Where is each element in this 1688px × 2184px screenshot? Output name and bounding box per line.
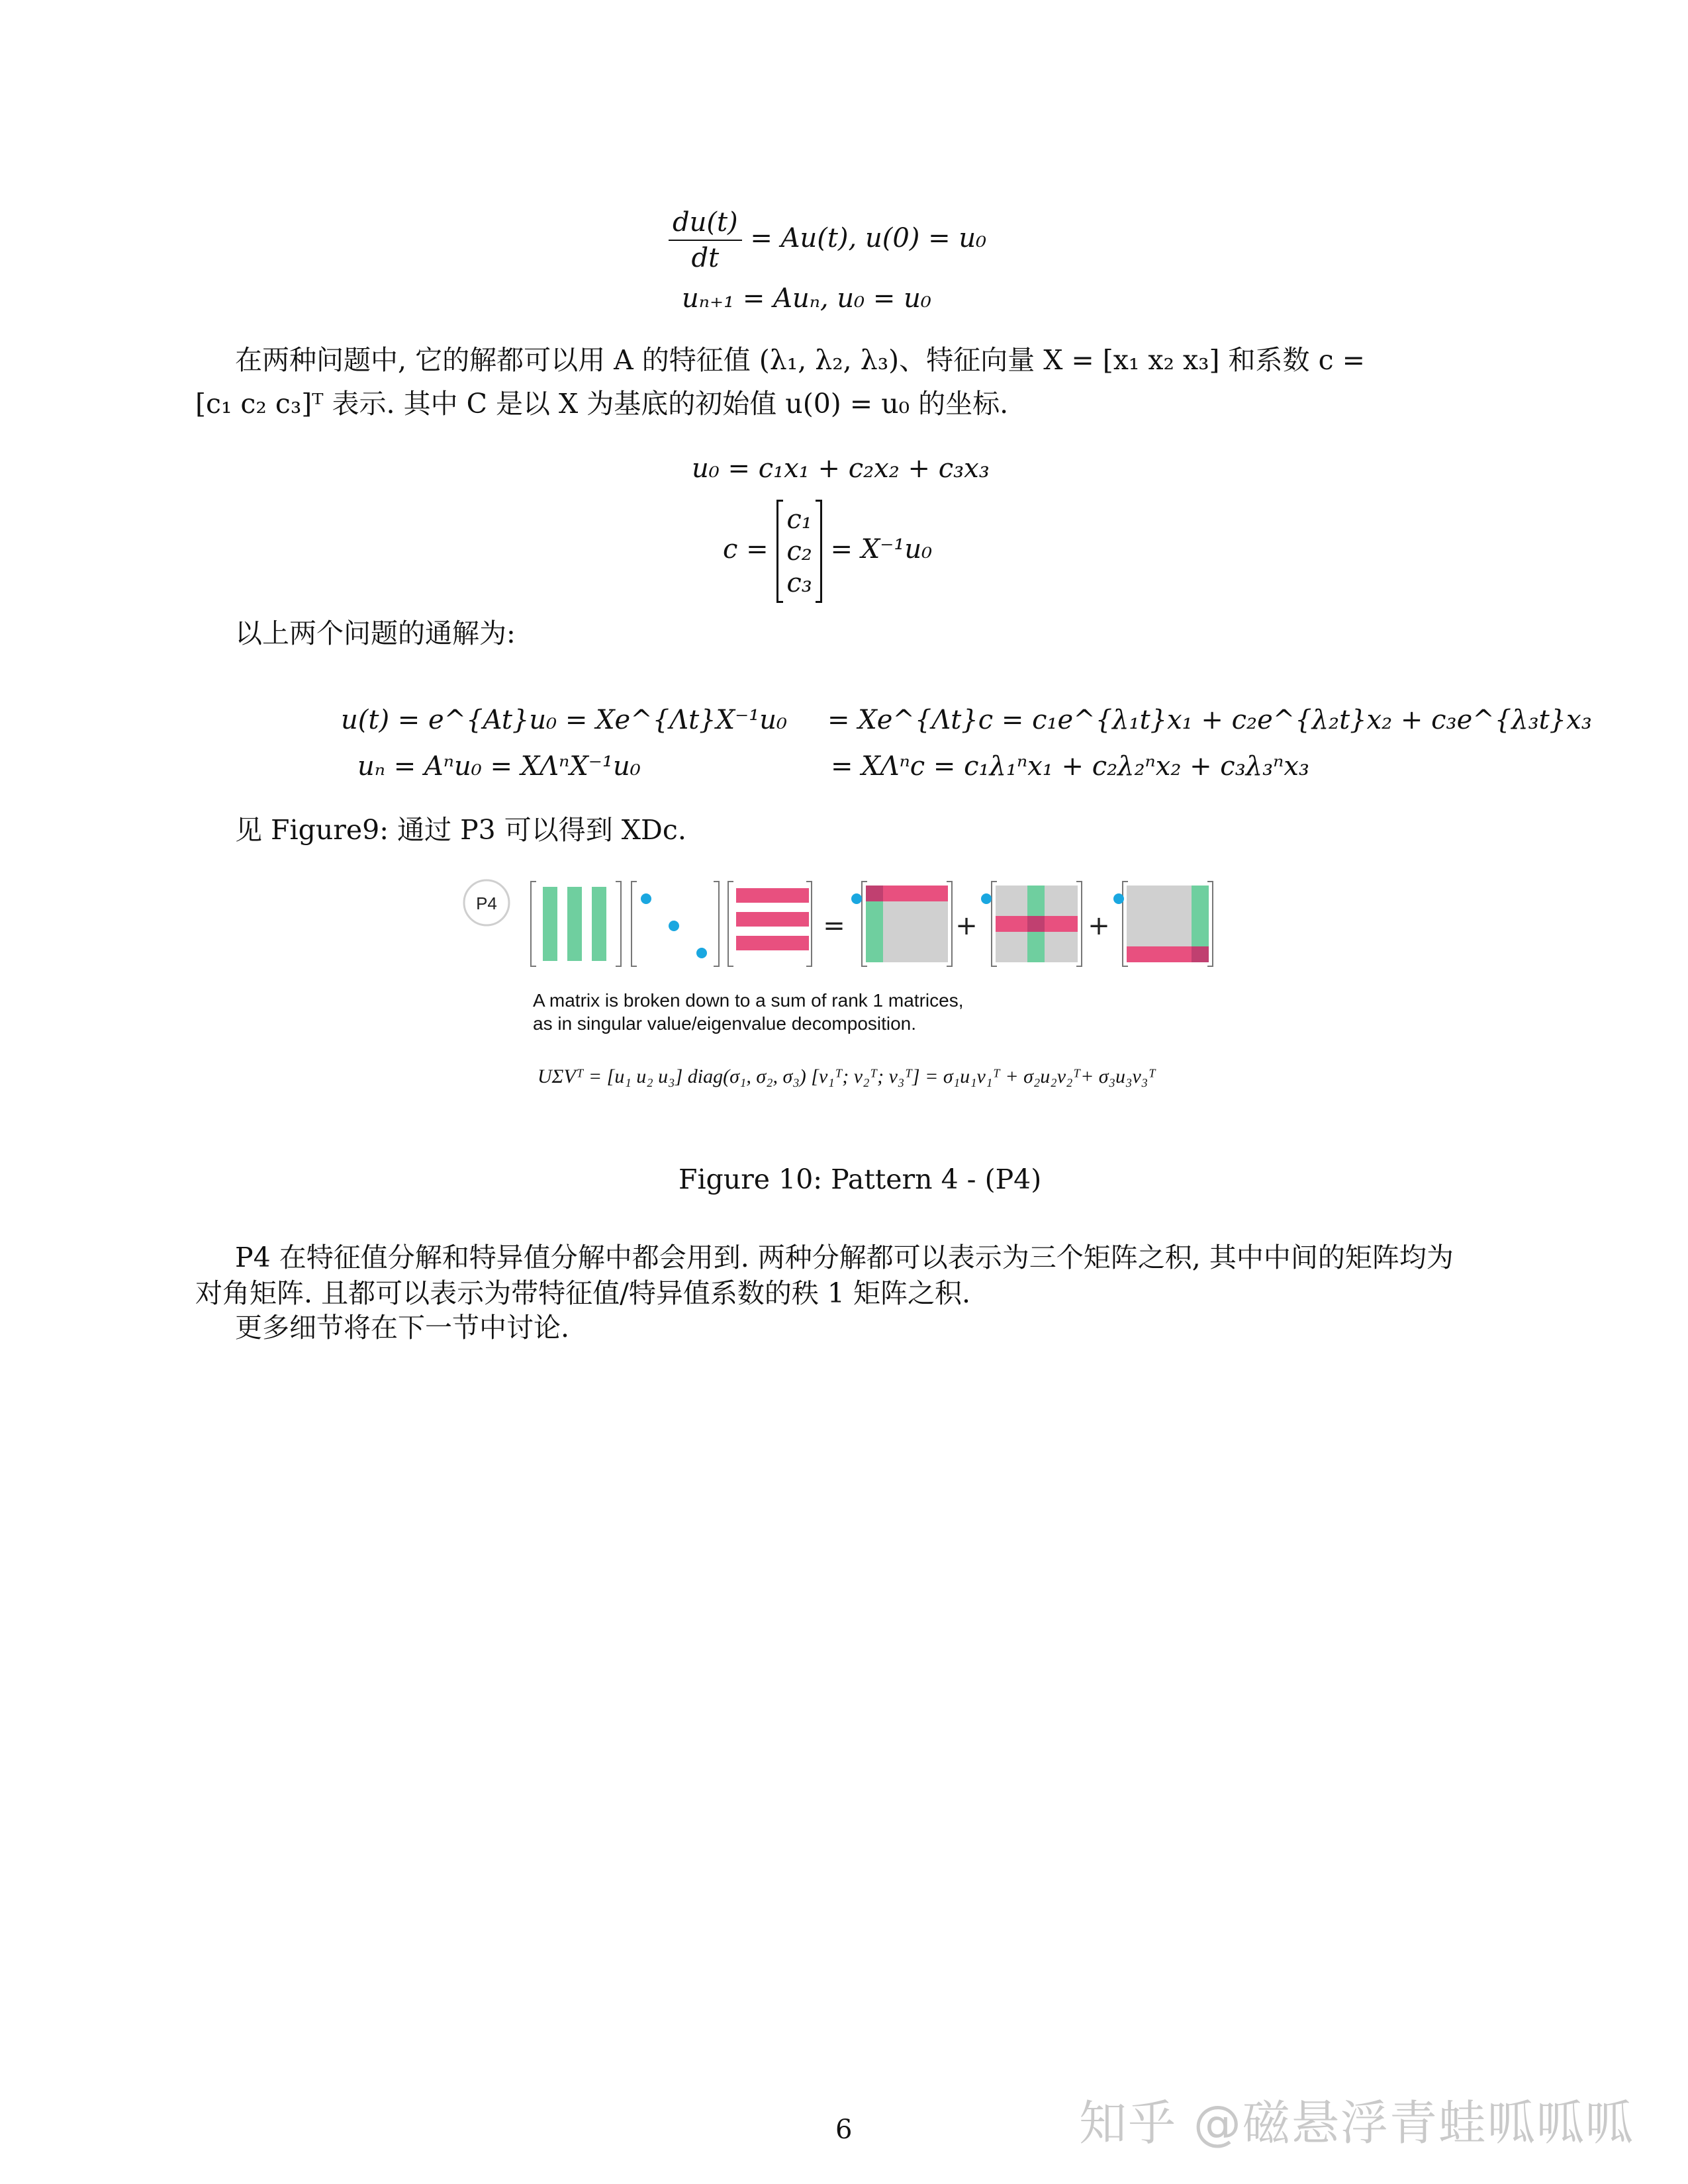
ode-rest: = Au(t), u(0) = u₀: [750, 223, 987, 253]
vector-entry: c₃: [786, 568, 812, 598]
coefficient-lhs: c =: [723, 534, 769, 565]
p4-badge: [464, 880, 509, 925]
derivative-fraction: [669, 205, 742, 275]
paragraph-1-line-2: [c₁ c₂ c₃]ᵀ 表示. 其中 C 是以 X 为基底的初始值 u(0) = u₀ 的坐标.: [195, 388, 1009, 420]
column-matrix: [531, 882, 621, 966]
pink-row: [736, 888, 809, 903]
pink-row: [736, 936, 809, 950]
green-column: [567, 887, 582, 961]
blue-dot: [696, 948, 707, 958]
svd-equation: UΣVᵀ = [u₁ u₂ u₃] diag(σ₁, σ₂, σ₃) [v₁ᵀ; v₂ᵀ; v₃ᵀ] = σ₁u₁v₁ᵀ + σ₂u₂v₂ᵀ+ σ₃u₃v₃ᵀ: [538, 1066, 1156, 1087]
paragraph-5: 更多细节将在下一节中讨论.: [235, 1312, 570, 1343]
figure-caption-line-2: as in singular value/eigenvalue decomposition.: [533, 1013, 917, 1034]
green-column: [592, 887, 606, 961]
paragraph-4-line-1: P4 在特征值分解和特异值分解中都会用到. 两种分解都可以表示为三个矩阵之积, 其中中间的矩阵均为: [235, 1242, 1454, 1273]
fraction-denominator: dt: [691, 243, 720, 273]
vector-entry: c₁: [786, 504, 812, 535]
paragraph-4-line-2: 对角矩阵. 且都可以表示为带特征值/特异值系数的秩 1 矩阵之积.: [195, 1277, 971, 1309]
equals-sign: =: [823, 911, 845, 941]
page-number: 6: [835, 2115, 853, 2145]
rank-one-term-2: [981, 882, 1082, 966]
row-matrix: [728, 882, 812, 966]
blue-dot: [981, 893, 992, 904]
fraction-numerator: du(t): [669, 205, 742, 241]
coefficient-rhs: = X⁻¹u₀: [830, 534, 933, 565]
rank-one-term-1: [851, 882, 952, 966]
general-solution-discrete-left: uₙ = Aⁿu₀ = XΛⁿX⁻¹u₀: [357, 751, 641, 782]
general-solution-discrete-right: = XΛⁿc = c₁λ₁ⁿx₁ + c₂λ₂ⁿx₂ + c₃λ₃ⁿx₃: [831, 751, 1309, 782]
paragraph-2: 以上两个问题的通解为:: [235, 617, 516, 649]
blue-dot: [641, 893, 651, 904]
vector-entry: c₂: [786, 536, 812, 567]
plus-sign: +: [955, 911, 978, 941]
pink-row: [736, 912, 809, 927]
general-solution-continuous-left: u(t) = e^{At}u₀ = Xe^{Λt}X⁻¹u₀: [341, 705, 788, 735]
difference-equation: uₙ₊₁ = Auₙ, u₀ = u₀: [682, 283, 931, 314]
watermark: 知乎 @磁悬浮青蛙呱呱呱: [1079, 2095, 1634, 2151]
initial-value-expansion: u₀ = c₁x₁ + c₂x₂ + c₃x₃: [692, 453, 990, 484]
figure-p4-diagram: [457, 874, 1238, 979]
paragraph-3: 见 Figure9: 通过 P3 可以得到 XDc.: [235, 814, 686, 846]
general-solution-continuous-right: = Xe^{Λt}c = c₁e^{λ₁t}x₁ + c₂e^{λ₂t}x₂ + c₃e^{λ₃t}x₃: [827, 705, 1592, 735]
green-column: [543, 887, 557, 961]
paragraph-1-line-1: 在两种问题中, 它的解都可以用 A 的特征值 (λ₁, λ₂, λ₃)、特征向量 X = [x₁ x₂ x₃] 和系数 c =: [235, 344, 1365, 376]
p4-badge-label: P4: [476, 893, 497, 913]
blue-dot: [669, 921, 679, 931]
blue-dot: [1113, 893, 1124, 904]
coefficient-column-vector: [776, 500, 821, 603]
plus-sign: +: [1088, 911, 1110, 941]
figure-title: Figure 10: Pattern 4 - (P4): [679, 1163, 1042, 1195]
coefficient-vector-equation: [723, 500, 932, 603]
diagonal-matrix: [632, 882, 719, 966]
ode-equation: [669, 205, 986, 275]
figure-caption-line-1: A matrix is broken down to a sum of rank 1 matrices,: [533, 990, 964, 1011]
rank-one-term-3: [1113, 882, 1213, 966]
blue-dot: [851, 893, 862, 904]
